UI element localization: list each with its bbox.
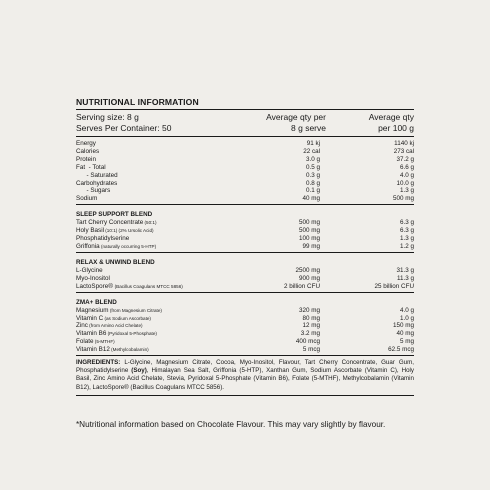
per-100g-value: 150 mg bbox=[392, 322, 414, 330]
table-row bbox=[76, 315, 414, 323]
table-row bbox=[76, 187, 414, 195]
per-100g-value: 6.3 g bbox=[399, 227, 414, 235]
row-label: Phosphatidylserine bbox=[76, 235, 130, 243]
per-100g-value: 5 mg bbox=[400, 338, 414, 346]
row-note: (Pyridoxal 5-Phosphate) bbox=[106, 331, 157, 337]
allergen-bold: (Soy) bbox=[131, 367, 147, 375]
row-label: - Saturated bbox=[76, 171, 118, 179]
per-serve-value: 3.2 mg bbox=[300, 330, 320, 338]
per-100g-value: 273 cal bbox=[393, 147, 414, 155]
row-note: (from Amino Acid Chelate) bbox=[87, 323, 143, 329]
row-label: Tart Cherry Concentrate bbox=[76, 219, 144, 227]
table-row bbox=[76, 267, 414, 275]
per-serve-value: 91 kj bbox=[306, 140, 320, 147]
per-100g-value: 6.6 g bbox=[399, 163, 414, 171]
row-label: Holy Basil bbox=[76, 227, 104, 235]
per-100g-value: 37.2 g bbox=[396, 155, 414, 163]
row-label: Carbohydrates bbox=[76, 179, 118, 187]
col-per-100g-line2: per 100 g bbox=[378, 122, 414, 133]
per-100g-value: 10.0 g bbox=[396, 179, 414, 187]
col-per-serve-line1: Average qty per bbox=[266, 112, 326, 122]
per-serve-value: 0.3 g bbox=[305, 171, 320, 179]
row-label: Magnesium bbox=[76, 306, 109, 314]
nutrition-panel bbox=[76, 97, 414, 396]
footnote: *Nutritional information based on Chocolate Flavour. This may vary slightly by flavour. bbox=[76, 420, 386, 429]
per-serve-value: 320 mg bbox=[298, 306, 320, 314]
table-row bbox=[76, 275, 414, 283]
row-label: Sodium bbox=[76, 195, 98, 203]
serving-header bbox=[76, 110, 414, 133]
row-note: (Methylcobalamin) bbox=[109, 347, 149, 353]
table-row bbox=[76, 172, 414, 180]
per-serve-value: 900 mg bbox=[298, 274, 320, 282]
per-100g-value: 11.3 g bbox=[396, 274, 414, 282]
serving-size: Serving size: 8 g bbox=[76, 112, 139, 122]
row-note: (Bacillus Coagulans MTCC 5856) bbox=[114, 283, 183, 289]
row-label: LactoSpore® bbox=[76, 282, 115, 290]
row-note: (naturally occurring 5-HTP) bbox=[99, 243, 157, 249]
row-note: (from Magnesium Citrate) bbox=[108, 307, 162, 313]
per-100g-value: 4.0 g bbox=[399, 171, 414, 179]
row-label: Fat - Total bbox=[76, 163, 106, 171]
ingredients-text: INGREDIENTS: L-Glycine, Magnesium Citrate, Cocoa, Myo-Inositol, Flavour, Tart Cherry Concentrate, Guar Gum, Phosphatidylserine (Soy), Himalayan Sea Salt, Griffonia (5-HTP), Xanthan Gum, Sodium Ascorbate (Vitamin C), Holy Basil, Zinc Amino Acid Chelate, Stevia, Pyridoxal 5-Phosphate (Vitamin B6), Folate (5-MTHF), Methylcobalamin (Vitamin B12), LactoSpore® (Bacillus Coagulans MTCC 5856). bbox=[76, 359, 414, 391]
per-100g-value: 62.5 mcg bbox=[388, 346, 414, 354]
row-label: L-Glycine bbox=[76, 266, 103, 274]
per-serve-value: 100 mg bbox=[298, 235, 320, 243]
row-label: Folate bbox=[76, 338, 94, 346]
table-row bbox=[76, 243, 414, 251]
table-row bbox=[76, 140, 414, 148]
col-per-100g-line1: Average qty bbox=[368, 112, 414, 122]
blend-sections bbox=[76, 204, 414, 355]
per-100g-value: 40 mg bbox=[396, 330, 414, 338]
row-note: (10:1) (2% Ursolic Acid) bbox=[104, 228, 154, 234]
row-label: Calories bbox=[76, 147, 100, 155]
per-serve-value: 500 mg bbox=[298, 227, 320, 235]
per-serve-value: 40 mg bbox=[302, 195, 320, 203]
row-label: Vitamin C bbox=[76, 314, 104, 322]
ingredients-label: INGREDIENTS: bbox=[76, 359, 121, 367]
per-100g-value: 25 billion CFU bbox=[374, 282, 414, 290]
per-serve-value: 500 mg bbox=[298, 219, 320, 227]
per-serve-value: 2500 mg bbox=[295, 266, 320, 274]
row-note: (as Sodium Ascorbate) bbox=[103, 315, 151, 321]
section-title: RELAX & UNWIND BLEND bbox=[76, 258, 155, 266]
table-row bbox=[76, 235, 414, 243]
per-100g-value: 1.0 g bbox=[399, 314, 414, 322]
per-serve-value: 80 mg bbox=[302, 314, 320, 322]
per-100g-value: 6.3 g bbox=[399, 219, 414, 227]
table-row bbox=[76, 338, 414, 346]
row-note: (50:1) bbox=[143, 220, 157, 226]
row-note: (5-MTHF) bbox=[93, 339, 115, 345]
per-100g-value: 4.0 g bbox=[399, 306, 414, 314]
per-serve-value: 99 mg bbox=[302, 242, 320, 250]
row-label: Griffonia bbox=[76, 242, 100, 250]
panel-title: NUTRITIONAL INFORMATION bbox=[76, 97, 199, 107]
table-row bbox=[76, 195, 414, 203]
per-100g-value: 1140 kj bbox=[394, 140, 414, 147]
per-serve-value: 3.0 g bbox=[305, 155, 320, 163]
per-serve-value: 400 mcg bbox=[295, 338, 320, 346]
table-row bbox=[76, 180, 414, 188]
per-serve-value: 5 mcg bbox=[302, 346, 320, 354]
row-label: Myo-Inositol bbox=[76, 274, 110, 282]
row-label: - Sugars bbox=[76, 187, 111, 195]
table-row bbox=[76, 283, 414, 291]
table-row bbox=[76, 227, 414, 235]
servings-per-container: Serves Per Container: 50 bbox=[76, 122, 172, 133]
row-label: Vitamin B12 bbox=[76, 346, 110, 354]
per-100g-value: 31.3 g bbox=[396, 266, 414, 274]
blend-section bbox=[76, 293, 414, 355]
table-row bbox=[76, 307, 414, 315]
per-serve-value: 0.8 g bbox=[305, 179, 320, 187]
per-serve-value: 12 mg bbox=[302, 322, 320, 330]
row-label: Vitamin B6 bbox=[76, 330, 107, 338]
per-serve-value: 2 billion CFU bbox=[283, 282, 320, 290]
blend-section bbox=[76, 205, 414, 252]
row-label: Zinc bbox=[76, 322, 88, 330]
row-label: Protein bbox=[76, 155, 96, 163]
per-serve-value: 22 cal bbox=[303, 147, 320, 155]
per-100g-value: 500 mg bbox=[392, 195, 414, 203]
per-serve-value: 0.5 g bbox=[305, 163, 320, 171]
nutrient-rows bbox=[76, 137, 414, 204]
section-title: ZMA+ BLEND bbox=[76, 298, 117, 306]
col-per-serve-line2: 8 g serve bbox=[291, 122, 326, 133]
per-100g-value: 1.3 g bbox=[399, 187, 414, 195]
row-label: Energy bbox=[76, 140, 96, 147]
per-100g-value: 1.3 g bbox=[399, 235, 414, 243]
table-row bbox=[76, 330, 414, 338]
table-row bbox=[76, 346, 414, 354]
table-row bbox=[76, 322, 414, 330]
table-row bbox=[76, 219, 414, 227]
table-row bbox=[76, 148, 414, 156]
per-serve-value: 0.1 g bbox=[305, 187, 320, 195]
per-100g-value: 1.2 g bbox=[399, 242, 414, 250]
table-row bbox=[76, 164, 414, 172]
section-title: SLEEP SUPPORT BLEND bbox=[76, 211, 153, 219]
blend-section bbox=[76, 253, 414, 292]
table-row bbox=[76, 156, 414, 164]
bottom-divider bbox=[76, 395, 414, 396]
